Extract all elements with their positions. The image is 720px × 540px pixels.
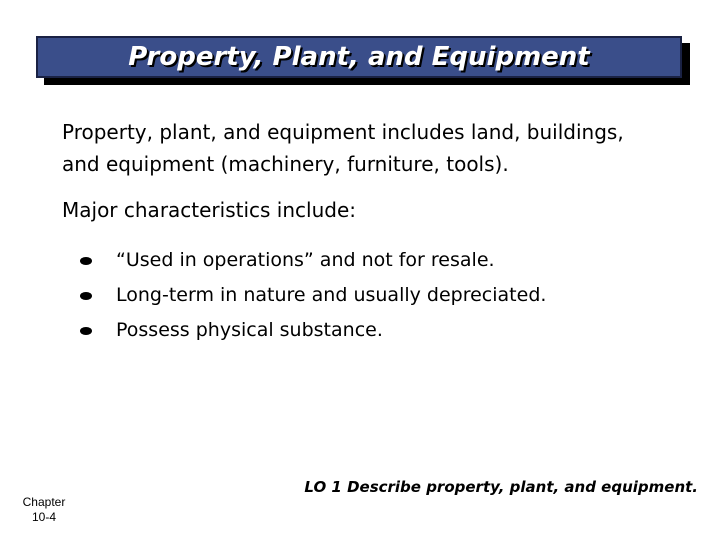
characteristics-list [80,242,546,347]
chapter-label [12,495,76,525]
bullet-text: Long-term in nature and usually depreciated. [116,283,547,306]
bullet-text: Possess physical substance. [116,318,383,341]
intro-line-2: and equipment (machinery, furniture, tools). [62,152,509,176]
title-banner [36,36,682,78]
slide-title: Property, Plant, and Equipment [128,42,590,72]
list-item [80,277,546,312]
bullet-icon [80,292,92,300]
bullet-icon [80,257,92,265]
bullet-icon [80,327,92,335]
intro-paragraph [62,116,702,180]
learning-objective: LO 1 Describe property, plant, and equipment. [304,478,698,496]
page-number: 10-4 [31,510,57,524]
bullet-text: “Used in operations” and not for resale. [116,248,495,271]
list-item [80,312,546,347]
intro-line-1: Property, plant, and equipment includes land, buildings, [62,120,624,144]
list-item [80,242,546,277]
chapter-word: Chapter [22,495,66,509]
major-characteristics-heading: Major characteristics include: [62,198,357,222]
